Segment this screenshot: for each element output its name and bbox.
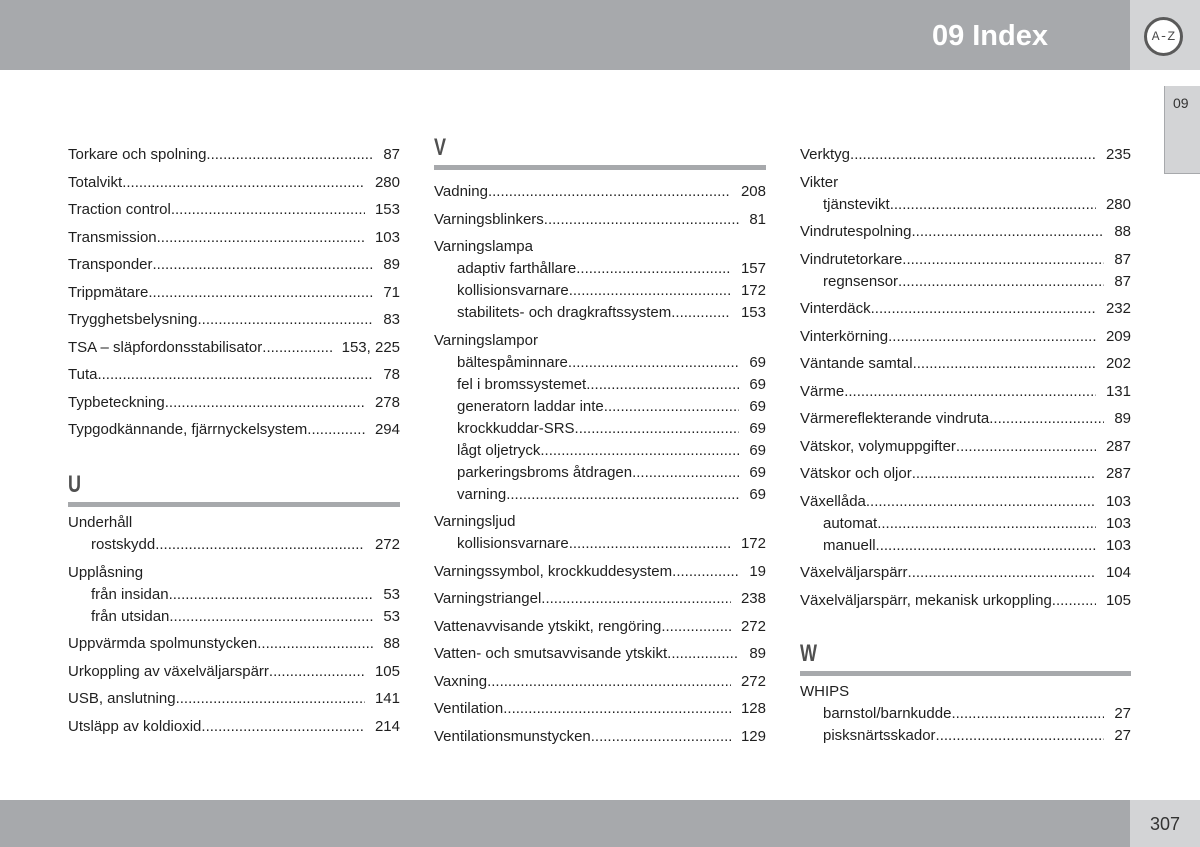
entry-term: Torkare och spolning bbox=[68, 146, 207, 163]
entry-term: varning bbox=[457, 485, 507, 503]
leader-dots bbox=[604, 396, 740, 418]
index-entry bbox=[800, 381, 1131, 403]
leader-dots bbox=[866, 491, 1096, 513]
entry-page: 128 bbox=[740, 700, 766, 717]
index-entry-heading: Varningslampor bbox=[434, 331, 538, 349]
entry-term: Tuta bbox=[68, 366, 98, 383]
entry-term: automat bbox=[823, 514, 878, 532]
index-entry bbox=[434, 181, 766, 203]
index-subentry bbox=[434, 374, 766, 396]
index-entry bbox=[434, 726, 766, 748]
entry-term: barnstol/barnkudde bbox=[823, 704, 952, 722]
index-entry bbox=[68, 282, 400, 304]
leader-dots bbox=[951, 703, 1104, 725]
entry-page: 272 bbox=[740, 672, 766, 690]
index-entry bbox=[68, 419, 400, 441]
leader-dots bbox=[269, 661, 365, 683]
entry-term: Verktyg bbox=[800, 146, 851, 163]
entry-page: 208 bbox=[740, 183, 766, 200]
entry-page: 131 bbox=[1105, 382, 1131, 400]
leader-dots bbox=[576, 258, 731, 280]
leader-dots bbox=[307, 419, 365, 441]
index-subentry bbox=[434, 280, 766, 302]
entry-term: TSA – släpfordonsstabilisator bbox=[68, 338, 263, 356]
index-entry bbox=[800, 326, 1131, 348]
entry-term: Vinterdäck bbox=[800, 300, 871, 317]
entry-page: 153 bbox=[374, 201, 400, 218]
entry-page: 88 bbox=[383, 635, 400, 652]
index-entry bbox=[68, 392, 400, 414]
entry-term: krockkuddar-SRS bbox=[457, 419, 575, 437]
leader-dots bbox=[155, 534, 365, 556]
index-subentry bbox=[434, 418, 766, 440]
entry-page: 27 bbox=[1114, 726, 1131, 744]
entry-page: 141 bbox=[374, 690, 400, 707]
letter-heading-text: W bbox=[800, 639, 817, 667]
entry-page: 104 bbox=[1105, 564, 1131, 581]
entry-page: 89 bbox=[1114, 410, 1131, 427]
entry-term: Väntande samtal bbox=[800, 355, 913, 372]
entry-page: 153, 225 bbox=[341, 338, 400, 356]
index-entry bbox=[800, 463, 1131, 485]
entry-term: Totalvikt bbox=[68, 173, 123, 191]
leader-dots bbox=[908, 562, 1096, 584]
entry-page: 209 bbox=[1105, 327, 1131, 345]
entry-page: 103 bbox=[1105, 514, 1131, 532]
leader-dots bbox=[122, 172, 365, 194]
index-entry-heading: WHIPS bbox=[800, 682, 850, 700]
index-entry-heading: Upplåsning bbox=[68, 563, 144, 581]
entry-page: 238 bbox=[740, 590, 766, 607]
entry-term: Vindrutetorkare bbox=[800, 250, 903, 268]
index-entry-heading: Underhåll bbox=[68, 514, 133, 531]
index-entry bbox=[68, 199, 400, 221]
entry-page: 287 bbox=[1105, 437, 1131, 455]
leader-dots bbox=[569, 280, 731, 302]
index-entry bbox=[800, 221, 1131, 243]
entry-term: Traction control bbox=[68, 201, 171, 218]
leader-dots bbox=[169, 584, 374, 606]
entry-page: 69 bbox=[749, 375, 766, 393]
index-entry bbox=[68, 144, 400, 166]
leader-dots bbox=[148, 282, 373, 304]
leader-dots bbox=[877, 513, 1096, 535]
page-title: 09 Index bbox=[931, 20, 1048, 52]
entry-page: 235 bbox=[1105, 146, 1131, 163]
chapter-tab bbox=[1164, 86, 1200, 174]
leader-dots bbox=[911, 221, 1104, 243]
index-entry bbox=[68, 633, 400, 655]
index-entry bbox=[68, 716, 400, 738]
entry-page: 87 bbox=[1114, 250, 1131, 268]
index-entry bbox=[800, 491, 1131, 513]
leader-dots bbox=[262, 337, 331, 359]
index-entry bbox=[434, 671, 766, 693]
entry-page: 27 bbox=[1114, 704, 1131, 722]
leader-dots bbox=[171, 199, 365, 221]
leader-dots bbox=[632, 462, 739, 484]
entry-term: tjänstevikt bbox=[823, 195, 890, 213]
entry-term: Vinterkörning bbox=[800, 327, 889, 345]
entry-term: Ventilationsmunstycken bbox=[434, 727, 591, 745]
letter-heading-text: U bbox=[68, 471, 82, 498]
leader-dots bbox=[540, 440, 739, 462]
entry-term: fel i bromssystemet bbox=[457, 375, 587, 393]
entry-page: 232 bbox=[1105, 300, 1131, 317]
entry-page: 53 bbox=[383, 585, 400, 603]
entry-term: manuell bbox=[823, 536, 876, 554]
leader-dots bbox=[568, 352, 739, 374]
entry-term: Växellåda bbox=[800, 492, 866, 510]
leader-dots bbox=[176, 688, 365, 710]
entry-page: 69 bbox=[749, 485, 766, 503]
leader-dots bbox=[569, 533, 731, 555]
index-entry bbox=[68, 254, 400, 276]
entry-term: lågt oljetryck bbox=[457, 441, 541, 459]
index-subentry bbox=[434, 302, 766, 324]
leader-dots bbox=[198, 309, 374, 331]
index-subentry bbox=[434, 462, 766, 484]
header-bar bbox=[0, 0, 1130, 70]
letter-heading-u bbox=[68, 471, 400, 507]
entry-page: 19 bbox=[749, 562, 766, 580]
entry-page: 87 bbox=[1114, 272, 1131, 290]
leader-dots bbox=[487, 671, 731, 693]
entry-page: 89 bbox=[749, 645, 766, 662]
index-entry bbox=[800, 436, 1131, 458]
entry-term: Typgodkännande, fjärrnyckelsystem bbox=[68, 421, 308, 438]
entry-term: Ventilation bbox=[434, 700, 504, 717]
entry-page: 172 bbox=[740, 535, 766, 552]
entry-page: 153 bbox=[740, 304, 766, 321]
index-column-2 bbox=[434, 134, 766, 748]
index-entry bbox=[800, 249, 1131, 271]
leader-dots bbox=[876, 535, 1096, 557]
index-entry bbox=[68, 364, 400, 386]
entry-page: 69 bbox=[749, 397, 766, 415]
index-column-1 bbox=[68, 140, 400, 738]
entry-term: pisksnärtsskador bbox=[823, 726, 936, 744]
index-subentry bbox=[800, 703, 1131, 725]
index-entry bbox=[68, 227, 400, 249]
entry-page: 105 bbox=[374, 662, 400, 680]
leader-dots bbox=[503, 698, 731, 720]
entry-page: 88 bbox=[1114, 223, 1131, 240]
leader-dots bbox=[672, 561, 739, 583]
entry-term: Vattenavvisande ytskikt, rengöring bbox=[434, 617, 662, 635]
entry-page: 103 bbox=[374, 228, 400, 246]
entry-page: 214 bbox=[374, 717, 400, 735]
entry-term: Vindrutespolning bbox=[800, 223, 912, 240]
index-entry bbox=[800, 298, 1131, 320]
leader-dots bbox=[591, 726, 731, 748]
entry-page: 278 bbox=[374, 393, 400, 411]
index-subentry bbox=[434, 533, 766, 555]
letter-heading-w bbox=[800, 639, 1131, 676]
chapter-badge bbox=[1130, 0, 1200, 70]
index-entry bbox=[434, 698, 766, 720]
leader-dots bbox=[1052, 590, 1096, 612]
entry-term: Varningsblinkers bbox=[434, 210, 544, 228]
index-entry-heading: Varningsljud bbox=[434, 513, 516, 530]
leader-dots bbox=[898, 271, 1104, 293]
index-entry bbox=[800, 562, 1131, 584]
index-subentry bbox=[800, 535, 1131, 557]
letter-heading-text: V bbox=[434, 134, 447, 161]
index-entry bbox=[68, 337, 400, 359]
leader-dots bbox=[506, 484, 739, 506]
index-entry bbox=[434, 209, 766, 231]
leader-dots bbox=[206, 144, 373, 166]
index-entry bbox=[800, 408, 1131, 430]
index-entry bbox=[434, 616, 766, 638]
entry-term: Trippmätare bbox=[68, 283, 149, 301]
entry-term: Urkoppling av växelväljarspärr bbox=[68, 662, 269, 680]
entry-page: 87 bbox=[383, 146, 400, 163]
entry-page: 287 bbox=[1105, 465, 1131, 482]
index-entry bbox=[68, 661, 400, 683]
az-index-icon: A-Z bbox=[1144, 17, 1183, 56]
entry-term: Trygghetsbelysning bbox=[68, 311, 198, 328]
page-number: 307 bbox=[1149, 814, 1181, 834]
entry-page: 272 bbox=[374, 536, 400, 553]
entry-term: kollisionsvarnare bbox=[457, 282, 569, 299]
entry-term: Transmission bbox=[68, 228, 157, 246]
entry-term: generatorn laddar inte bbox=[457, 397, 604, 415]
index-subentry bbox=[800, 513, 1131, 535]
index-subentry bbox=[434, 484, 766, 506]
index-subentry bbox=[800, 725, 1131, 747]
leader-dots bbox=[844, 381, 1096, 403]
entry-term: Värmereflekterande vindruta bbox=[800, 410, 990, 427]
index-entry bbox=[434, 561, 766, 583]
leader-dots bbox=[544, 209, 740, 231]
footer-bar bbox=[0, 800, 1130, 847]
entry-term: från insidan bbox=[91, 585, 169, 603]
index-entry bbox=[434, 588, 766, 610]
entry-page: 89 bbox=[383, 256, 400, 273]
leader-dots bbox=[667, 643, 739, 665]
entry-page: 81 bbox=[749, 210, 766, 228]
index-entry-heading: Vikter bbox=[800, 173, 839, 191]
entry-page: 69 bbox=[749, 419, 766, 437]
entry-term: Växelväljarspärr bbox=[800, 564, 908, 581]
entry-term: Värme bbox=[800, 382, 845, 400]
entry-page: 272 bbox=[740, 617, 766, 635]
leader-dots bbox=[153, 254, 374, 276]
index-entry bbox=[434, 643, 766, 665]
entry-page: 105 bbox=[1105, 591, 1131, 609]
entry-page: 157 bbox=[740, 260, 766, 277]
entry-term: kollisionsvarnare bbox=[457, 535, 569, 552]
entry-term: Typbeteckning bbox=[68, 393, 165, 411]
index-column-3 bbox=[800, 140, 1131, 747]
entry-page: 172 bbox=[740, 282, 766, 299]
leader-dots bbox=[165, 392, 365, 414]
leader-dots bbox=[575, 418, 740, 440]
leader-dots bbox=[661, 616, 731, 638]
index-subentry bbox=[800, 271, 1131, 293]
leader-dots bbox=[850, 144, 1096, 166]
index-subentry bbox=[68, 534, 400, 556]
leader-dots bbox=[169, 606, 373, 628]
leader-dots bbox=[936, 725, 1105, 747]
entry-term: Vätskor och oljor bbox=[800, 465, 912, 482]
entry-term: från utsidan bbox=[91, 607, 170, 625]
index-subentry bbox=[68, 584, 400, 606]
entry-page: 280 bbox=[374, 173, 400, 191]
leader-dots bbox=[956, 436, 1096, 458]
entry-page: 69 bbox=[749, 441, 766, 459]
leader-dots bbox=[871, 298, 1096, 320]
leader-dots bbox=[912, 463, 1096, 485]
entry-page: 103 bbox=[1105, 536, 1131, 554]
leader-dots bbox=[541, 588, 731, 610]
leader-dots bbox=[890, 194, 1096, 216]
leader-dots bbox=[913, 353, 1096, 375]
index-subentry bbox=[434, 258, 766, 280]
entry-term: adaptiv farthållare bbox=[457, 260, 577, 277]
entry-term: parkeringsbroms åtdragen bbox=[457, 463, 633, 481]
entry-term: rostskydd bbox=[91, 536, 156, 553]
entry-term: Vätskor, volymuppgifter bbox=[800, 437, 956, 455]
entry-term: Växelväljarspärr, mekanisk urkoppling bbox=[800, 591, 1052, 609]
entry-page: 280 bbox=[1105, 195, 1131, 213]
leader-dots bbox=[201, 716, 365, 738]
entry-page: 71 bbox=[383, 283, 400, 301]
index-subentry bbox=[434, 440, 766, 462]
index-subentry bbox=[434, 352, 766, 374]
index-entry bbox=[800, 590, 1131, 612]
entry-term: stabilitets- och dragkraftssystem bbox=[457, 304, 672, 321]
letter-heading-v bbox=[434, 134, 766, 170]
entry-page: 69 bbox=[749, 353, 766, 371]
index-entry bbox=[68, 309, 400, 331]
entry-term: USB, anslutning bbox=[68, 690, 176, 707]
entry-term: Vadning bbox=[434, 183, 488, 200]
entry-term: Uppvärmda spolmunstycken bbox=[68, 635, 258, 652]
index-entry-heading: Varningslampa bbox=[434, 238, 533, 255]
entry-term: Vaxning bbox=[434, 672, 488, 690]
index-entry bbox=[68, 172, 400, 194]
entry-term: Transponder bbox=[68, 256, 153, 273]
index-subentry bbox=[68, 606, 400, 628]
entry-page: 78 bbox=[383, 366, 400, 383]
entry-term: Vatten- och smutsavvisande ytskikt bbox=[434, 645, 668, 662]
entry-page: 202 bbox=[1105, 355, 1131, 372]
entry-page: 129 bbox=[740, 727, 766, 745]
leader-dots bbox=[97, 364, 373, 386]
entry-term: Utsläpp av koldioxid bbox=[68, 717, 202, 735]
leader-dots bbox=[989, 408, 1104, 430]
leader-dots bbox=[671, 302, 731, 324]
entry-term: Varningstriangel bbox=[434, 590, 542, 607]
entry-page: 294 bbox=[374, 421, 400, 438]
entry-term: regnsensor bbox=[823, 272, 899, 290]
chapter-tab-label: 09 bbox=[1173, 95, 1189, 111]
index-subentry bbox=[434, 396, 766, 418]
index-subentry bbox=[800, 194, 1131, 216]
entry-page: 103 bbox=[1105, 492, 1131, 510]
leader-dots bbox=[157, 227, 365, 249]
entry-page: 53 bbox=[383, 607, 400, 625]
leader-dots bbox=[902, 249, 1104, 271]
page-number-box bbox=[1130, 800, 1200, 847]
leader-dots bbox=[888, 326, 1096, 348]
index-entry bbox=[800, 353, 1131, 375]
entry-term: Varningssymbol, krockkuddesystem bbox=[434, 562, 673, 580]
entry-page: 83 bbox=[383, 311, 400, 328]
entry-page: 69 bbox=[749, 463, 766, 481]
index-entry bbox=[800, 144, 1131, 166]
entry-term: bältespåminnare bbox=[457, 353, 568, 371]
leader-dots bbox=[586, 374, 739, 396]
index-entry bbox=[68, 688, 400, 710]
leader-dots bbox=[488, 181, 731, 203]
leader-dots bbox=[257, 633, 373, 655]
